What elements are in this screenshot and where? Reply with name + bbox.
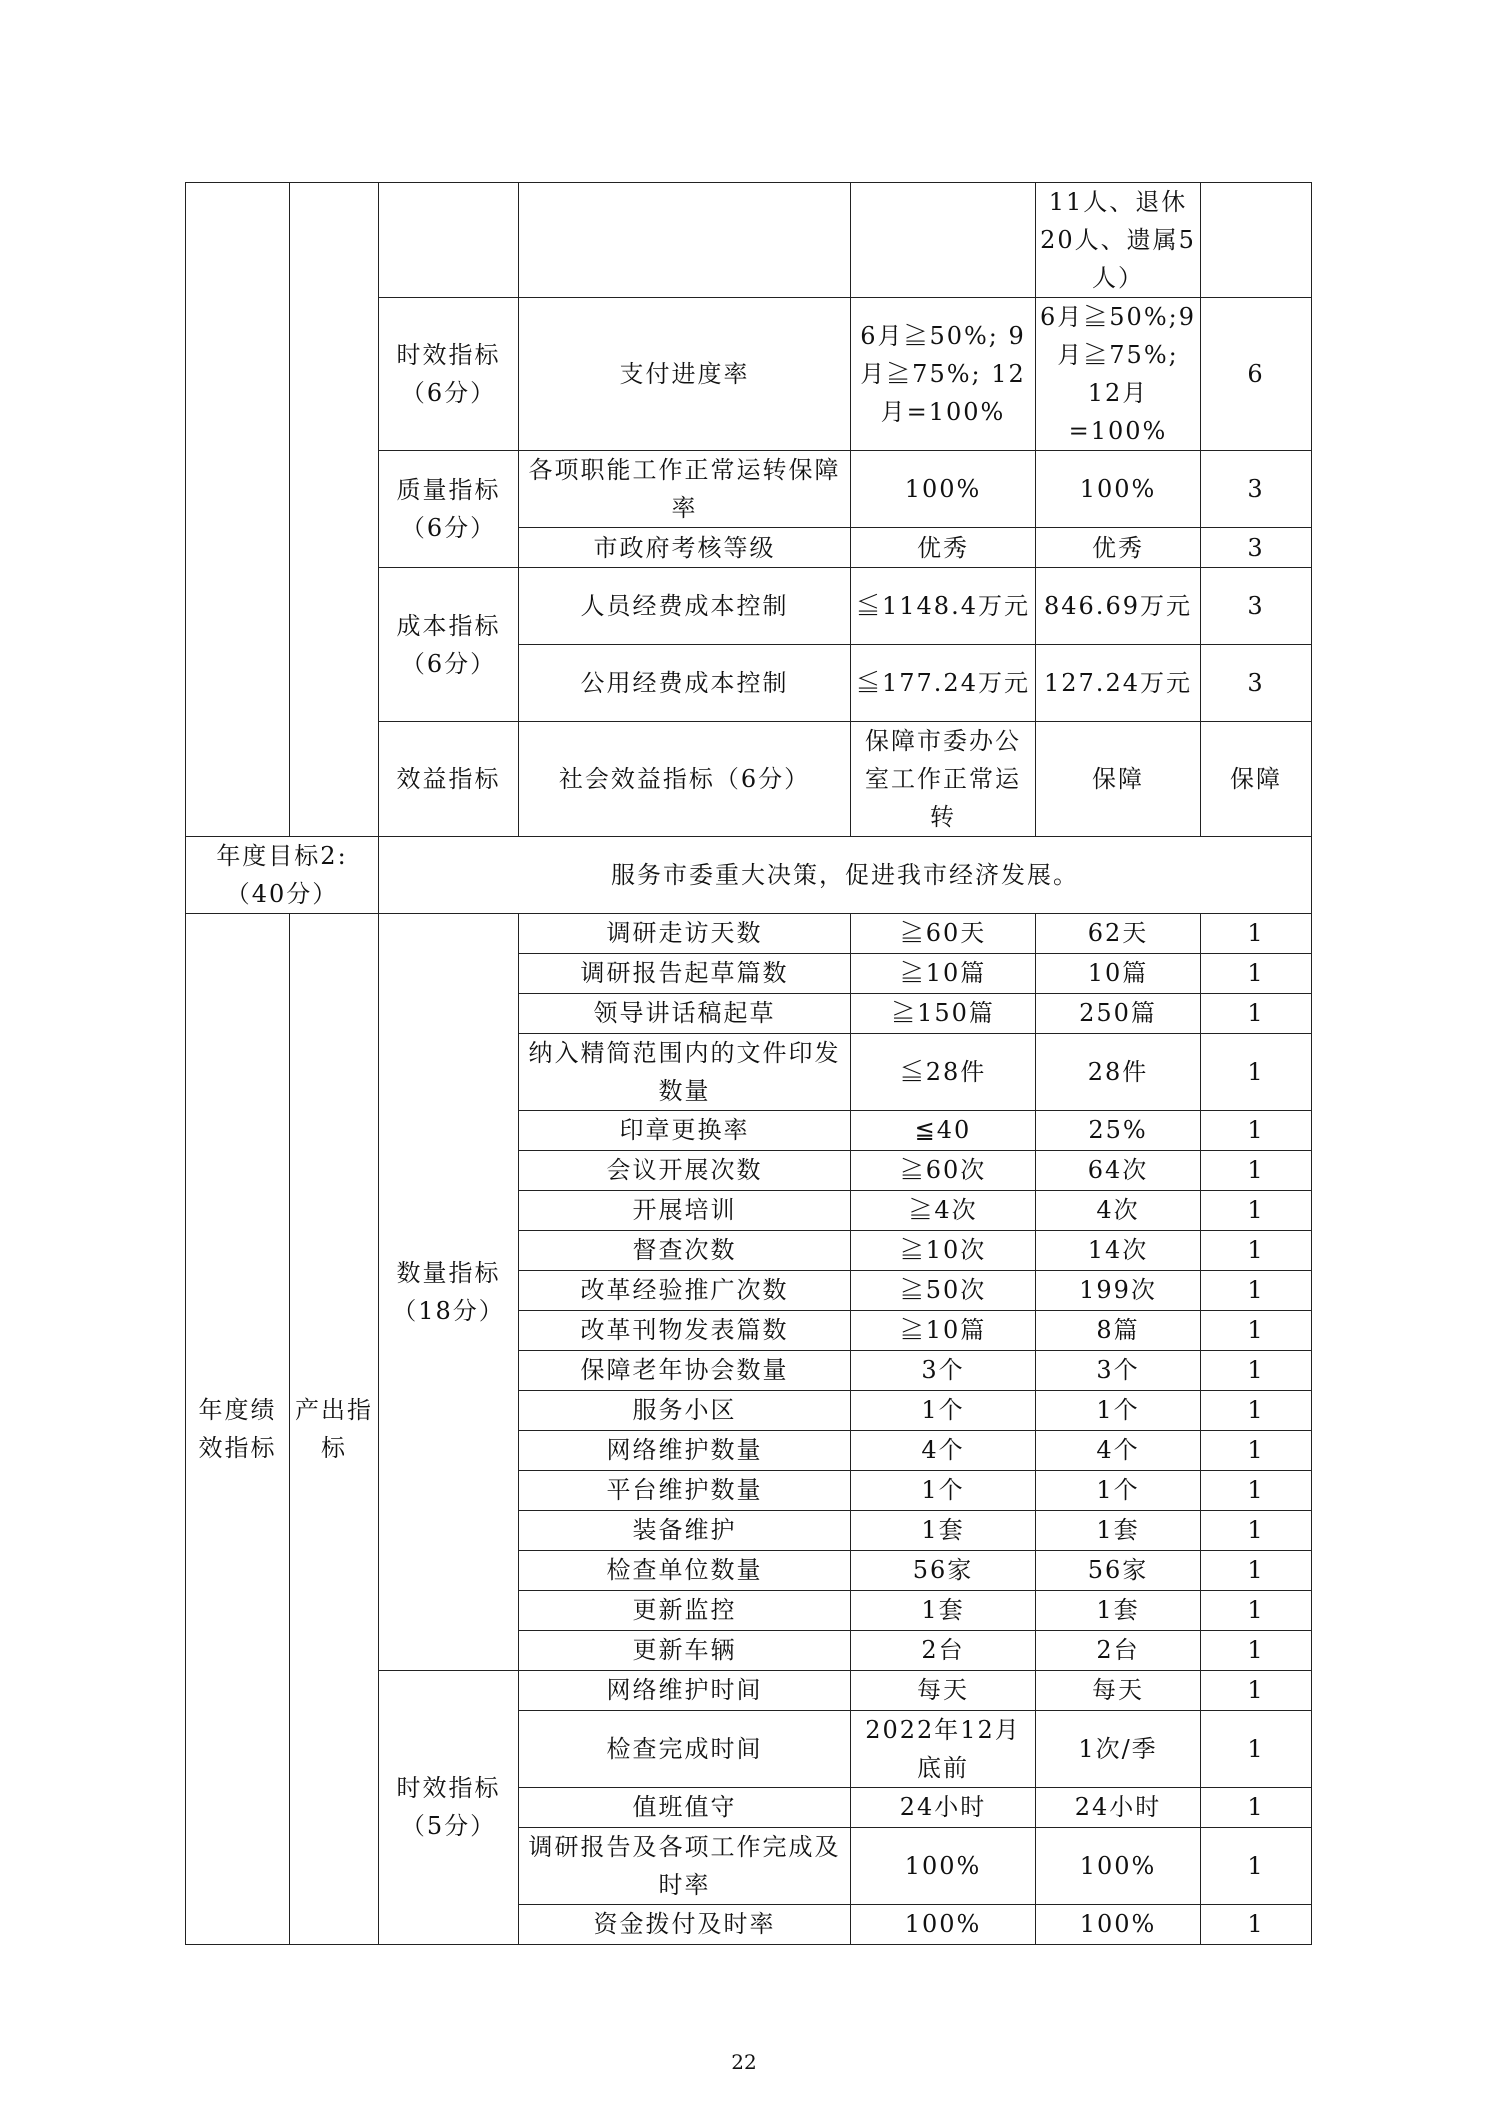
score-cell: 6 (1201, 298, 1312, 451)
target-cell: 24小时 (851, 1787, 1036, 1827)
category-cell: 时效指标（6分） (379, 298, 519, 451)
category-cell: 社会效益指标（6分） (519, 722, 851, 837)
item-cell: 服务小区 (519, 1390, 851, 1430)
target-cell: ≧60次 (851, 1150, 1036, 1190)
item-cell-empty (519, 183, 851, 298)
actual-cell: 每天 (1036, 1670, 1201, 1710)
actual-cell: 6月≧50%;9月≧75%; 12月=100% (1036, 298, 1201, 451)
item-cell: 开展培训 (519, 1190, 851, 1230)
score-cell: 1 (1201, 1110, 1312, 1150)
actual-cell: 100% (1036, 1827, 1201, 1904)
score-cell: 1 (1201, 1390, 1312, 1430)
item-cell: 检查完成时间 (519, 1710, 851, 1787)
item-cell: 各项职能工作正常运转保障率 (519, 451, 851, 528)
score-cell: 3 (1201, 568, 1312, 645)
item-cell: 人员经费成本控制 (519, 568, 851, 645)
score-cell: 3 (1201, 528, 1312, 568)
actual-cell: 25% (1036, 1110, 1201, 1150)
actual-cell: 11人、退休20人、遗属5人） (1036, 183, 1201, 298)
score-cell: 1 (1201, 1190, 1312, 1230)
score-cell: 1 (1201, 1350, 1312, 1390)
goal2-row (186, 836, 1312, 913)
actual-cell: 250篇 (1036, 993, 1201, 1033)
score-cell: 1 (1201, 993, 1312, 1033)
level2-cell-empty (290, 183, 379, 837)
item-cell: 调研报告及各项工作完成及时率 (519, 1827, 851, 1904)
item-cell: 督查次数 (519, 1230, 851, 1270)
target-cell: 2台 (851, 1630, 1036, 1670)
actual-cell: 199次 (1036, 1270, 1201, 1310)
target-cell: ≧10篇 (851, 953, 1036, 993)
target-cell: 100% (851, 451, 1036, 528)
category-cell: 成本指标（6分） (379, 568, 519, 722)
score-cell: 1 (1201, 1310, 1312, 1350)
score-cell: 3 (1201, 451, 1312, 528)
category-cell-empty (379, 183, 519, 298)
target-cell: ≧50次 (851, 1270, 1036, 1310)
item-cell: 调研走访天数 (519, 913, 851, 953)
item-cell: 资金拨付及时率 (519, 1904, 851, 1944)
target-cell: 1个 (851, 1470, 1036, 1510)
item-cell: 更新监控 (519, 1590, 851, 1630)
performance-table-goal2 (185, 836, 1312, 1945)
score-cell: 1 (1201, 1510, 1312, 1550)
target-cell-empty (851, 183, 1036, 298)
score-cell-empty (1201, 183, 1312, 298)
category-cell: 时效指标（5分） (379, 1670, 519, 1944)
page-number: 22 (731, 2050, 757, 2074)
target-cell: ≧150篇 (851, 993, 1036, 1033)
actual-cell: 56家 (1036, 1550, 1201, 1590)
target-cell: ≦40 (851, 1110, 1036, 1150)
score-cell: 1 (1201, 1904, 1312, 1944)
target-cell: 1套 (851, 1590, 1036, 1630)
actual-cell: 1次/季 (1036, 1710, 1201, 1787)
score-cell: 1 (1201, 1827, 1312, 1904)
score-cell: 1 (1201, 953, 1312, 993)
target-cell: 6月≧50%; 9月≧75%; 12月=100% (851, 298, 1036, 451)
actual-cell: 1套 (1036, 1590, 1201, 1630)
item-cell: 保障老年协会数量 (519, 1350, 851, 1390)
item-cell: 市政府考核等级 (519, 528, 851, 568)
actual-cell: 14次 (1036, 1230, 1201, 1270)
actual-cell: 4个 (1036, 1430, 1201, 1470)
target-cell: 2022年12月底前 (851, 1710, 1036, 1787)
target-cell: ≦177.24万元 (851, 645, 1036, 722)
target-cell: 1个 (851, 1390, 1036, 1430)
target-cell: 100% (851, 1904, 1036, 1944)
score-cell: 1 (1201, 1270, 1312, 1310)
item-cell: 改革经验推广次数 (519, 1270, 851, 1310)
item-cell: 支付进度率 (519, 298, 851, 451)
actual-cell: 8篇 (1036, 1310, 1201, 1350)
category-cell: 质量指标（6分） (379, 451, 519, 568)
actual-cell: 1个 (1036, 1390, 1201, 1430)
target-cell: ≧60天 (851, 913, 1036, 953)
target-cell: 56家 (851, 1550, 1036, 1590)
target-cell: 每天 (851, 1670, 1036, 1710)
item-cell: 公用经费成本控制 (519, 645, 851, 722)
score-cell: 1 (1201, 913, 1312, 953)
target-cell: ≧10篇 (851, 1310, 1036, 1350)
score-cell: 1 (1201, 1590, 1312, 1630)
target-cell: ≧10次 (851, 1230, 1036, 1270)
level1-cell: 年度绩效指标 (186, 913, 290, 1944)
item-cell: 装备维护 (519, 1510, 851, 1550)
target-cell: ≧4次 (851, 1190, 1036, 1230)
item-cell: 调研报告起草篇数 (519, 953, 851, 993)
actual-cell: 846.69万元 (1036, 568, 1201, 645)
score-cell: 1 (1201, 1230, 1312, 1270)
target-cell: ≦28件 (851, 1033, 1036, 1110)
table-row (186, 183, 1312, 298)
actual-cell: 28件 (1036, 1033, 1201, 1110)
item-cell: 网络维护数量 (519, 1430, 851, 1470)
item-cell: 保障市委办公室工作正常运转 (851, 722, 1036, 837)
score-cell: 1 (1201, 1630, 1312, 1670)
score-cell: 1 (1201, 1033, 1312, 1110)
score-cell: 1 (1201, 1787, 1312, 1827)
score-cell: 1 (1201, 1710, 1312, 1787)
item-cell: 平台维护数量 (519, 1470, 851, 1510)
level1-cell-empty (186, 183, 290, 837)
actual-cell: 62天 (1036, 913, 1201, 953)
actual-cell: 4次 (1036, 1190, 1201, 1230)
actual-cell: 2台 (1036, 1630, 1201, 1670)
score-cell: 1 (1201, 1550, 1312, 1590)
target-cell: 保障 (1036, 722, 1201, 837)
actual-cell: 100% (1036, 451, 1201, 528)
item-cell: 会议开展次数 (519, 1150, 851, 1190)
target-cell: 100% (851, 1827, 1036, 1904)
item-cell: 改革刊物发表篇数 (519, 1310, 851, 1350)
category-cell: 数量指标（18分） (379, 913, 519, 1670)
actual-cell: 1个 (1036, 1470, 1201, 1510)
item-cell: 检查单位数量 (519, 1550, 851, 1590)
goal2-text: 服务市委重大决策，促进我市经济发展。 (379, 836, 1312, 913)
target-cell: ≦1148.4万元 (851, 568, 1036, 645)
goal2-label: 年度目标2:（40分） (186, 836, 379, 913)
target-cell: 4个 (851, 1430, 1036, 1470)
score-cell: 1 (1201, 1430, 1312, 1470)
score-cell: 3 (1201, 645, 1312, 722)
item-cell: 印章更换率 (519, 1110, 851, 1150)
actual-cell: 100% (1036, 1904, 1201, 1944)
level2-cell: 效益指标 (379, 722, 519, 837)
target-cell: 3个 (851, 1350, 1036, 1390)
target-cell: 1套 (851, 1510, 1036, 1550)
item-cell: 更新车辆 (519, 1630, 851, 1670)
actual-cell: 优秀 (1036, 528, 1201, 568)
item-cell: 纳入精简范围内的文件印发数量 (519, 1033, 851, 1110)
score-cell: 1 (1201, 1150, 1312, 1190)
target-cell: 优秀 (851, 528, 1036, 568)
item-cell: 领导讲话稿起草 (519, 993, 851, 1033)
actual-cell: 127.24万元 (1036, 645, 1201, 722)
item-cell: 值班值守 (519, 1787, 851, 1827)
actual-cell: 3个 (1036, 1350, 1201, 1390)
actual-cell: 保障 (1201, 722, 1312, 837)
actual-cell: 10篇 (1036, 953, 1201, 993)
level2-cell: 产出指标 (290, 913, 379, 1944)
actual-cell: 24小时 (1036, 1787, 1201, 1827)
score-cell: 1 (1201, 1470, 1312, 1510)
table-row (186, 913, 1312, 953)
score-cell: 1 (1201, 1670, 1312, 1710)
item-cell: 网络维护时间 (519, 1670, 851, 1710)
actual-cell: 64次 (1036, 1150, 1201, 1190)
performance-table (185, 182, 1312, 837)
actual-cell: 1套 (1036, 1510, 1201, 1550)
